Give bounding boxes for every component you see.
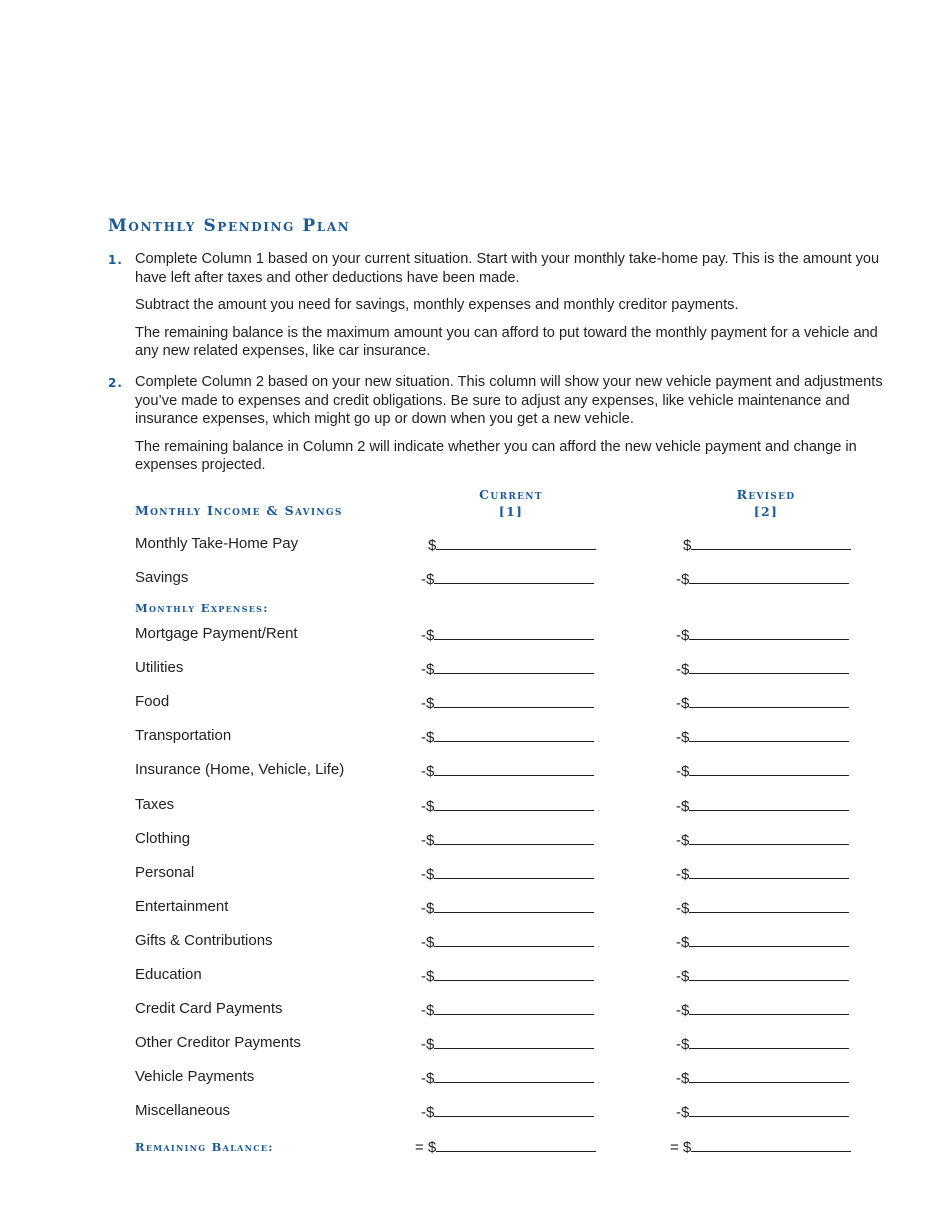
field-blank-line[interactable] [689, 796, 849, 811]
field-blank-line[interactable] [434, 659, 594, 674]
remaining-balance-label: Remaining Balance: [135, 1140, 274, 1154]
row-label: Clothing [135, 829, 191, 847]
revised-amount-field[interactable] [676, 569, 849, 588]
field-prefix: -$ [676, 1036, 690, 1054]
current-amount-field[interactable] [421, 693, 594, 712]
current-amount-field[interactable] [421, 864, 594, 883]
step-2 [108, 373, 898, 484]
revised-amount-field[interactable] [676, 830, 849, 849]
field-prefix: -$ [676, 831, 690, 849]
field-prefix: -$ [676, 933, 690, 951]
field-blank-line[interactable] [689, 830, 849, 845]
current-amount-field[interactable] [421, 898, 594, 917]
field-prefix: -$ [421, 968, 435, 985]
revised-amount-field[interactable] [676, 898, 849, 917]
field-blank-line[interactable] [689, 1068, 849, 1083]
current-amount-field[interactable] [428, 535, 596, 554]
field-blank-line[interactable] [434, 569, 594, 584]
field-blank-line[interactable] [436, 535, 596, 550]
table-row [135, 1068, 855, 1090]
field-prefix: -$ [421, 831, 435, 849]
field-prefix: -$ [421, 763, 435, 781]
table-row [135, 796, 855, 818]
table-row [135, 727, 855, 749]
row-label: Vehicle Payments [135, 1068, 255, 1086]
revised-amount-field[interactable] [676, 932, 849, 951]
table-row [135, 830, 855, 852]
current-amount-field[interactable] [421, 569, 594, 588]
field-blank-line[interactable] [691, 535, 851, 550]
row-label: Miscellaneous [135, 1102, 231, 1120]
revised-amount-field[interactable] [676, 727, 849, 746]
step-paragraph: The remaining balance is the maximum amount you can afford to put toward the monthly payment for a vehicle and any new related expenses, like car insurance. [135, 324, 878, 359]
field-blank-line[interactable] [689, 659, 849, 674]
field-prefix: $ [683, 537, 692, 554]
field-prefix: -$ [421, 729, 435, 747]
current-amount-field[interactable] [421, 1102, 594, 1121]
table-row [135, 535, 855, 557]
field-prefix: -$ [421, 899, 435, 917]
field-prefix: -$ [676, 661, 690, 679]
revised-amount-field[interactable] [676, 796, 849, 815]
income-heading: Monthly Income & Savings [135, 503, 343, 518]
field-prefix: -$ [421, 1036, 435, 1054]
column-1-number: [1] [498, 504, 524, 519]
field-prefix: -$ [421, 695, 435, 713]
field-prefix: -$ [676, 797, 690, 815]
field-prefix: -$ [421, 1104, 435, 1122]
revised-amount-field[interactable] [683, 535, 851, 554]
table-row [135, 659, 855, 681]
field-prefix: -$ [421, 1002, 435, 1020]
revised-amount-field[interactable] [676, 966, 849, 985]
field-blank-line[interactable] [689, 625, 849, 640]
field-blank-line[interactable] [689, 727, 849, 742]
field-prefix: -$ [676, 1070, 690, 1088]
field-blank-line[interactable] [689, 966, 849, 981]
field-blank-line[interactable] [434, 761, 594, 776]
field-blank-line[interactable] [434, 898, 594, 913]
row-label: Savings [135, 569, 189, 586]
row-label: Taxes [135, 795, 175, 813]
field-blank-line[interactable] [434, 864, 594, 879]
field-prefix: $ [428, 537, 437, 554]
row-label: Credit Card Payments [135, 1000, 283, 1018]
field-prefix: -$ [676, 695, 690, 713]
current-amount-field[interactable] [421, 966, 594, 985]
remaining-balance-row [135, 1137, 855, 1159]
current-amount-field[interactable] [421, 1034, 594, 1053]
field-prefix: -$ [676, 899, 690, 917]
table-row [135, 569, 855, 591]
field-prefix: -$ [421, 933, 435, 951]
row-label: Insurance (Home, Vehicle, Life) [135, 761, 345, 779]
field-blank-line[interactable] [434, 796, 594, 811]
field-blank-line[interactable] [434, 932, 594, 947]
field-prefix: -$ [421, 797, 435, 815]
row-label: Entertainment [135, 897, 229, 915]
column-2-number: [2] [753, 504, 779, 519]
field-prefix: -$ [676, 729, 690, 747]
field-blank-line[interactable] [689, 864, 849, 879]
field-blank-line[interactable] [689, 1034, 849, 1049]
field-prefix: -$ [421, 627, 435, 644]
step-paragraph: The remaining balance in Column 2 will indicate whether you can afford the new vehicle payment and change in expenses projected. [135, 438, 857, 473]
field-prefix: -$ [421, 661, 435, 679]
field-blank-line[interactable] [434, 1034, 594, 1049]
step-paragraph: Subtract the amount you need for savings, monthly expenses and monthly creditor payments. [135, 297, 739, 313]
current-amount-field[interactable] [421, 1068, 594, 1087]
revised-amount-field[interactable] [676, 1068, 849, 1087]
row-label: Food [135, 693, 170, 711]
row-label: Transportation [135, 727, 232, 745]
field-blank-line[interactable] [434, 625, 594, 640]
step-number: 1. [108, 253, 123, 267]
row-label: Utilities [135, 659, 184, 677]
field-blank-line[interactable] [434, 727, 594, 742]
row-label: Mortgage Payment/Rent [135, 625, 298, 642]
table-row [135, 625, 855, 647]
table-row [135, 693, 855, 715]
current-amount-field[interactable] [421, 830, 594, 849]
field-prefix: -$ [676, 627, 690, 644]
current-amount-field[interactable] [421, 727, 594, 746]
revised-amount-field[interactable] [676, 625, 849, 644]
field-prefix: -$ [421, 1070, 435, 1088]
field-blank-line[interactable] [691, 1137, 851, 1152]
field-blank-line[interactable] [436, 1137, 596, 1152]
field-blank-line[interactable] [434, 830, 594, 845]
row-label: Monthly Take-Home Pay [135, 535, 299, 552]
row-label: Personal [135, 863, 195, 881]
revised-amount-field[interactable] [676, 659, 849, 678]
table-row [135, 1102, 855, 1124]
current-amount-field[interactable] [421, 1000, 594, 1019]
step-1 [108, 250, 898, 370]
current-amount-field[interactable] [421, 625, 594, 644]
column-2-header [706, 486, 826, 520]
field-blank-line[interactable] [689, 1102, 849, 1117]
field-prefix: -$ [421, 865, 435, 883]
field-prefix: = $ [670, 1139, 692, 1156]
revised-amount-field[interactable] [676, 1034, 849, 1053]
table-row [135, 898, 855, 920]
revised-amount-field[interactable] [676, 761, 849, 780]
table-row [135, 864, 855, 886]
step-paragraph: Complete Column 1 based on your current situation. Start with your monthly take-home pay. This is the amount you have left after taxes and other deductions have been made. [135, 251, 880, 286]
table-row [135, 966, 855, 988]
table-row [135, 761, 855, 783]
current-amount-field[interactable] [421, 659, 594, 678]
column-2-name: Revised [736, 487, 796, 502]
field-prefix: -$ [676, 763, 690, 781]
column-1-header [451, 486, 571, 520]
field-blank-line[interactable] [689, 761, 849, 776]
field-blank-line[interactable] [689, 1000, 849, 1015]
field-prefix: -$ [676, 865, 690, 883]
step-number: 2. [108, 376, 123, 390]
remaining-balance-current-field[interactable] [415, 1137, 596, 1156]
field-blank-line[interactable] [689, 898, 849, 913]
field-prefix: -$ [676, 968, 690, 985]
row-label: Other Creditor Payments [135, 1034, 301, 1052]
remaining-balance-revised-field[interactable] [670, 1137, 851, 1156]
revised-amount-field[interactable] [676, 1000, 849, 1019]
revised-amount-field[interactable] [676, 864, 849, 883]
table-row [135, 1034, 855, 1056]
field-blank-line[interactable] [434, 1068, 594, 1083]
current-amount-field[interactable] [421, 761, 594, 780]
field-blank-line[interactable] [434, 1102, 594, 1117]
field-prefix: = $ [415, 1139, 437, 1156]
table-row [135, 932, 855, 954]
field-blank-line[interactable] [689, 932, 849, 947]
current-amount-field[interactable] [421, 796, 594, 815]
row-label: Education [135, 966, 202, 983]
page-title: Monthly Spending Plan [108, 216, 351, 236]
revised-amount-field[interactable] [676, 693, 849, 712]
revised-amount-field[interactable] [676, 1102, 849, 1121]
field-blank-line[interactable] [689, 569, 849, 584]
field-blank-line[interactable] [434, 966, 594, 981]
field-prefix: -$ [421, 571, 435, 588]
step-paragraph: Complete Column 2 based on your new situation. This column will show your new vehicle payment and adjustments you’ve made to expenses and credit obligations. Be sure to adjust any expenses, like vehicle maintenance and insurance expenses, which might go up or down when you get a new vehicle. [135, 374, 883, 427]
field-prefix: -$ [676, 571, 690, 588]
table-row [135, 1000, 855, 1022]
field-blank-line[interactable] [434, 693, 594, 708]
expenses-heading: Monthly Expenses: [135, 601, 269, 615]
field-prefix: -$ [676, 1104, 690, 1122]
column-1-name: Current [479, 487, 543, 502]
field-blank-line[interactable] [434, 1000, 594, 1015]
row-label: Gifts & Contributions [135, 931, 273, 949]
field-blank-line[interactable] [689, 693, 849, 708]
field-prefix: -$ [676, 1002, 690, 1020]
current-amount-field[interactable] [421, 932, 594, 951]
